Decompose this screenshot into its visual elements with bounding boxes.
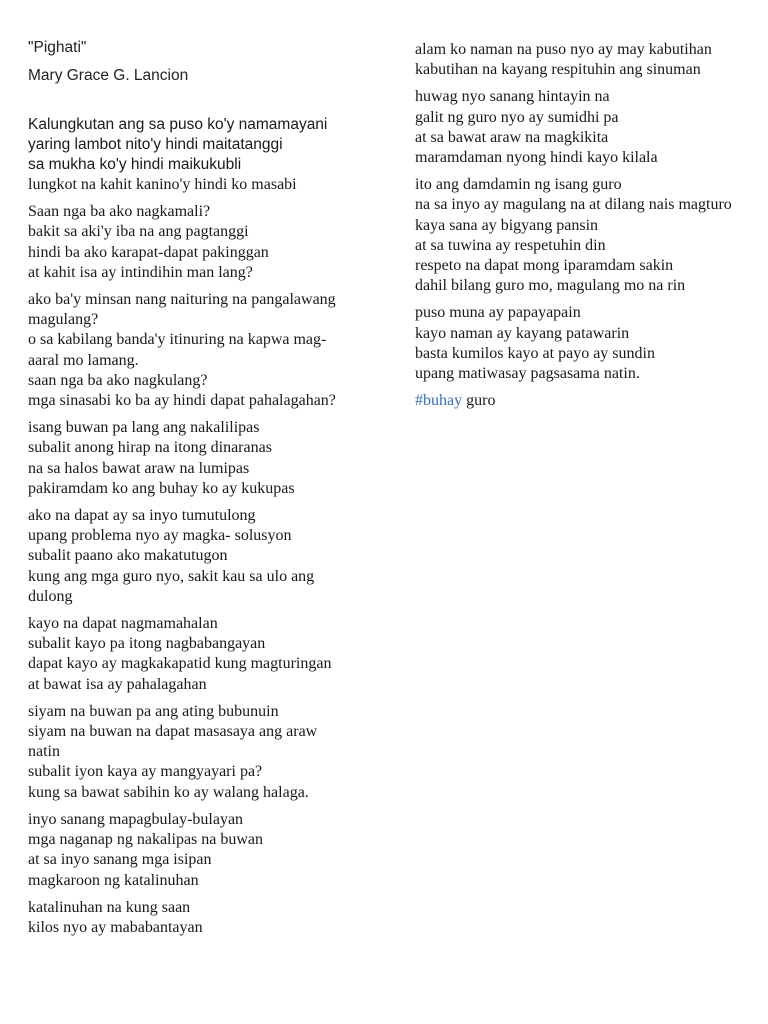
stanza <box>28 810 388 891</box>
stanza-line: aaral mo lamang. <box>28 351 139 369</box>
stanza-line: ako ba'y minsan nang naituring na pangalawang <box>28 291 336 309</box>
stanza-line: at kahit isa ay intindihin man lang? <box>28 263 253 281</box>
stanza-line: alam ko naman na puso nyo ay may kabutihan <box>415 41 712 58</box>
stanza-line: pakiramdam ko ang buhay ko ay kukupas <box>28 479 295 497</box>
stanza-line: at sa bawat araw na magkikita <box>415 128 609 146</box>
stanza-line: subalit iyon kaya ay mangyayari pa? <box>28 763 263 781</box>
stanza-line: kaya sana ay bigyang pansin <box>415 216 599 234</box>
stanza-line: bakit sa aki'y iba na ang pagtanggi <box>28 223 249 241</box>
stanza-line: hindi ba ako karapat-dapat pakinggan <box>28 243 269 261</box>
stanza-line: siyam na buwan na dapat masasaya ang araw <box>28 723 318 741</box>
poem-title: "Pighati" <box>28 39 87 56</box>
stanza-line: subalit paano ako makatutugon <box>28 547 228 565</box>
stanza-line: kung ang mga guro nyo, sakit kau sa ulo ang <box>28 567 315 585</box>
stanza-line: inyo sanang mapagbulay-bulayan <box>28 810 244 828</box>
stanza-line: yaring lambot nito'y hindi maitatanggi <box>28 136 283 153</box>
stanza <box>415 175 760 296</box>
stanza <box>28 614 388 695</box>
stanza-line: at bawat isa ay pahalagahan <box>28 675 207 693</box>
stanza-line: huwag nyo sanang hintayin na <box>415 88 610 106</box>
stanza-line: kayo naman ay kayang patawarin <box>415 324 630 342</box>
stanza-line: natin <box>28 743 60 761</box>
tag-label: guro <box>466 392 496 410</box>
stanza-line: upang matiwasay pagsasama natin. <box>415 365 640 383</box>
hashtag-link[interactable]: #buhay <box>415 392 463 410</box>
stanza <box>28 290 388 411</box>
stanza-line: isang buwan pa lang ang nakalilipas <box>28 419 260 437</box>
stanza-line: Saan nga ba ako nagkamali? <box>28 203 211 221</box>
stanza-line: magkaroon ng katalinuhan <box>28 871 199 889</box>
stanza-line: at sa inyo sanang mga isipan <box>28 851 212 869</box>
stanza-line: mga sinasabi ko ba ay hindi dapat pahalagahan? <box>28 392 336 410</box>
stanza-line: na sa inyo ay magulang na at dilang nais magturo <box>415 196 732 214</box>
left-column <box>28 38 388 945</box>
stanza-line: dahil bilang guro mo, magulang mo na rin <box>415 277 686 295</box>
stanza <box>28 898 388 938</box>
stanza-line: subalit anong hirap na itong dinaranas <box>28 439 272 457</box>
stanza-line: kabutihan na kayang respituhin ang sinuman <box>415 61 701 79</box>
stanza-line: ako na dapat ay sa inyo tumutulong <box>28 507 256 525</box>
stanza-line: subalit kayo pa itong nagbabangayan <box>28 635 266 653</box>
stanza <box>28 702 388 803</box>
stanza-line: katalinuhan na kung saan <box>28 898 191 916</box>
right-column <box>415 40 760 411</box>
stanza-line: mga naganap ng nakalipas na buwan <box>28 831 264 849</box>
tag-list <box>415 391 760 411</box>
stanza-line: respeto na dapat mong iparamdam sakin <box>415 257 674 275</box>
stanza-line: sa mukha ko'y hindi maikukubli <box>28 156 242 173</box>
stanza-line: upang problema nyo ay magka- solusyon <box>28 527 292 545</box>
stanza-line: saan nga ba ako nagkulang? <box>28 371 208 389</box>
stanza <box>28 202 388 283</box>
stanza-line: kayo na dapat nagmamahalan <box>28 615 218 633</box>
stanza <box>415 87 760 168</box>
stanza-line: dulong <box>28 587 73 605</box>
stanza-line: o sa kabilang banda'y itinuring na kapwa mag- <box>28 331 327 349</box>
stanza-line: Kalungkutan ang sa puso ko'y namamayani <box>28 116 328 133</box>
stanza-line: na sa halos bawat araw na lumipas <box>28 459 250 477</box>
stanza <box>28 418 388 499</box>
stanza-line: at sa tuwina ay respetuhin din <box>415 236 606 254</box>
stanza-line: galit ng guro nyo ay sumidhi pa <box>415 108 619 126</box>
stanza-line: maramdaman nyong hindi kayo kilala <box>415 149 658 167</box>
stanza-line: siyam na buwan pa ang ating bubunuin <box>28 702 279 720</box>
stanza-line: lungkot na kahit kanino'y hindi ko masabi <box>28 176 297 193</box>
stanza-line: puso muna ay papayapain <box>415 304 581 322</box>
stanza-line: basta kumilos kayo at payo ay sundin <box>415 344 655 362</box>
stanza-line: ito ang damdamin ng isang guro <box>415 176 622 194</box>
stanza <box>415 303 760 384</box>
stanza-line: dapat kayo ay magkakapatid kung magturingan <box>28 655 332 673</box>
stanza-line: kung sa bawat sabihin ko ay walang halaga. <box>28 783 309 801</box>
poem-author: Mary Grace G. Lancion <box>28 67 189 84</box>
stanza-line: kilos nyo ay mababantayan <box>28 918 203 936</box>
stanza <box>415 40 760 80</box>
stanza <box>28 115 388 195</box>
stanza <box>28 506 388 607</box>
stanza-line: magulang? <box>28 311 99 329</box>
